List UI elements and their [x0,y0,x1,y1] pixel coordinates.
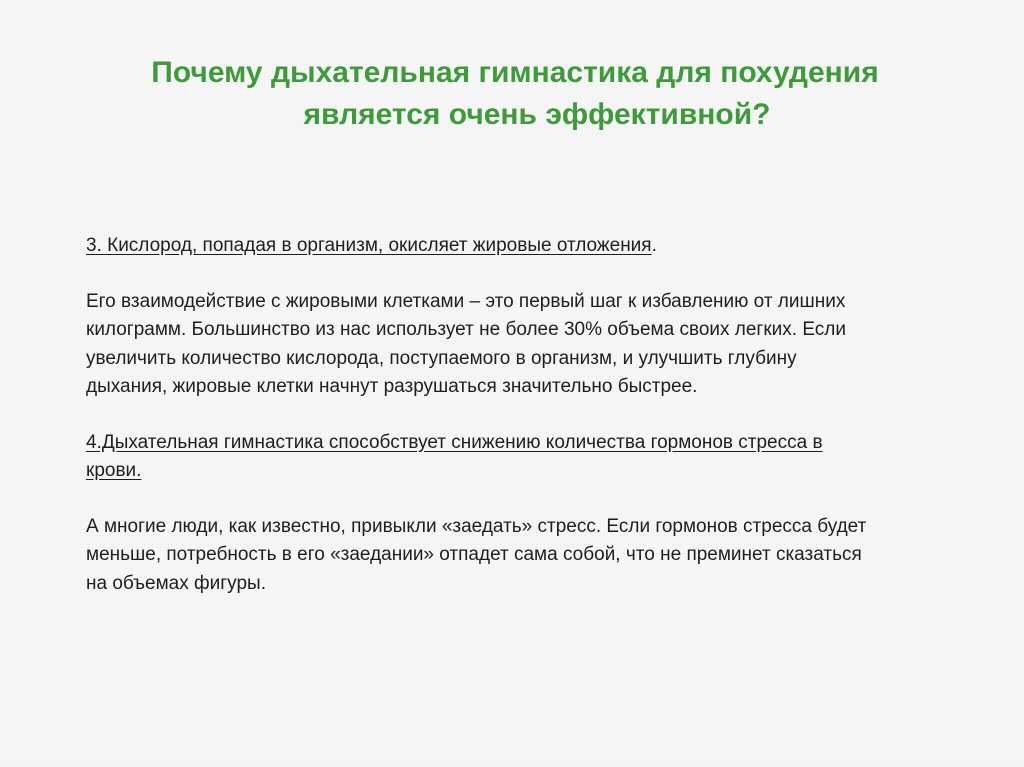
section-4-heading-line-2-text: крови. [86,460,142,481]
section-3-heading [86,232,946,261]
section-4-heading-line-1-text: 4.Дыхательная гимнастика способствует снижению количества гормонов стресса в [86,431,823,453]
spacer [86,261,946,288]
section-3-line-1: Его взаимодействие с жировыми клетками – это первый шаг к избавлению от лишних [86,290,846,312]
section-4-line-1: А многие люди, как известно, привыкли «заедать» стресс. Если гормонов стресса будет [86,515,867,537]
section-3-paragraph [86,288,946,402]
section-3-line-4: дыхания, жировые клетки начнут разрушаться значительно быстрее. [86,376,698,397]
section-4-paragraph [86,513,946,599]
section-4-line-2: меньше, потребность в его «заедании» отпадет сама собой, что не преминет сказаться [86,544,862,565]
section-3-line-2: килограмм. Большинство из нас использует не более 30% объема своих легких. Если [86,319,847,340]
section-3-heading-period: . [651,235,657,256]
spacer [86,486,946,513]
section-4-heading-line-1 [86,429,946,458]
title-line-2: является очень эффективной? [303,98,771,131]
section-3-heading-text: 3. Кислород, попадая в организм, окисляет жировые отложения [86,235,652,256]
section-4-heading [86,429,946,486]
title-line-1: Почему дыхательная гимнастика для похудения [151,56,879,89]
slide-body [86,232,946,598]
section-4-line-3: на объемах фигуры. [86,572,266,594]
slide-title [60,52,970,136]
section-4-heading-line-2 [86,457,946,486]
section-3-line-3: увеличить количество кислорода, поступаемого в организм, и улучшить глубину [86,347,797,369]
spacer [86,402,946,429]
